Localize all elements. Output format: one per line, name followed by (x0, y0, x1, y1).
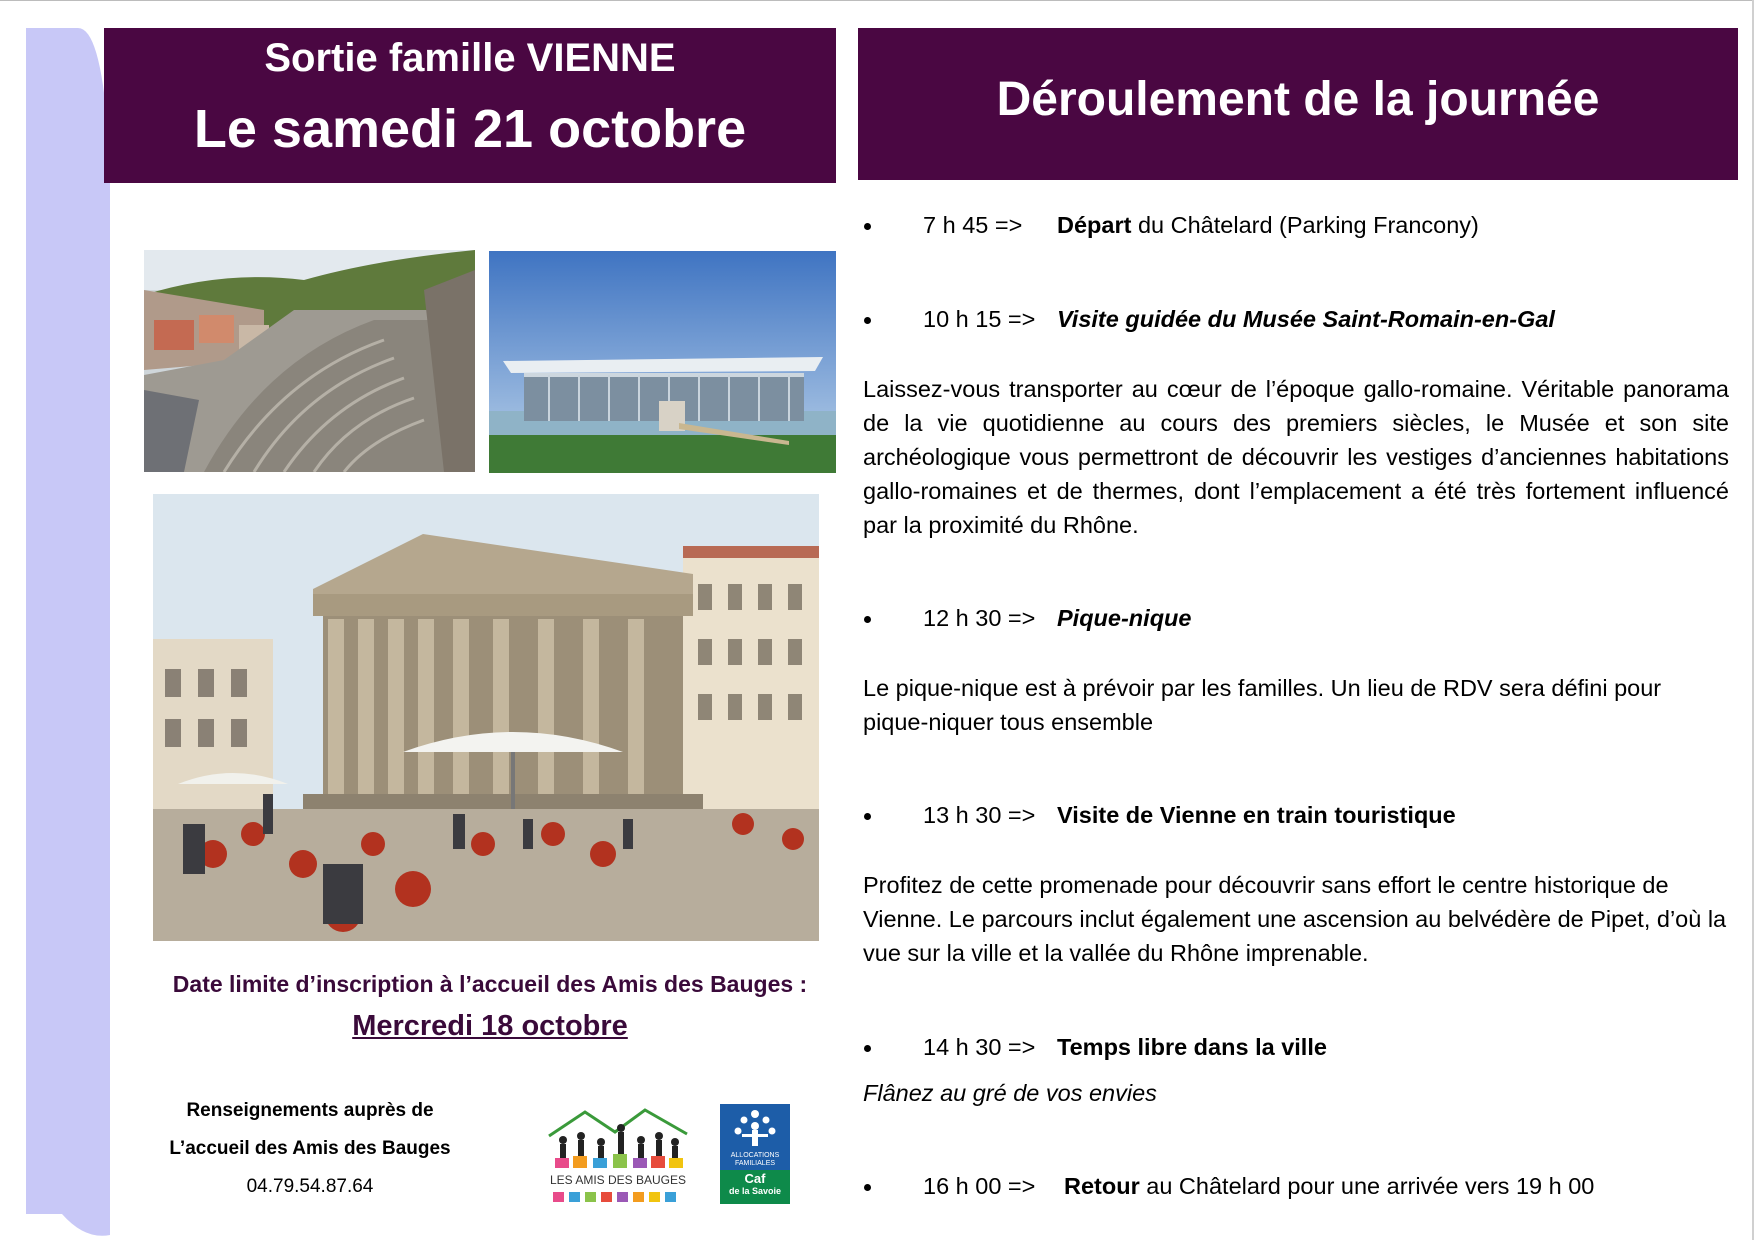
schedule-time: 13 h 30 => (923, 802, 1036, 828)
decorative-side-band (0, 0, 110, 1240)
caf-logo-name: Caf (744, 1171, 766, 1186)
train-visit-description: Profitez de cette promenade pour découvrir sans effort le centre historique de Vienne. Le parcours inclut également une ascension au belvédère de Pipet, d’où la vue sur la ville et la vallée du Rhône imprenable. (863, 872, 1727, 966)
info-organisation: L’accueil des Amis des Bauges (169, 1138, 451, 1159)
schedule-activity-detail: au Châtelard pour une arrivée vers 19 h 00 (1139, 1173, 1595, 1199)
page-top-border (0, 0, 1754, 1)
schedule-time: 16 h 00 => (923, 1173, 1036, 1199)
schedule-title-banner (858, 28, 1738, 180)
free-time-description: Flânez au gré de vos envies (863, 1080, 1157, 1106)
caf-logo-line2: FAMILIALES (734, 1160, 776, 1167)
amis-des-bauges-logo (545, 1106, 691, 1206)
schedule-activity: Visite guidée du Musée Saint-Romain-en-Gal (1057, 306, 1555, 332)
schedule-activity: Pique-nique (1057, 605, 1192, 631)
schedule-time: 12 h 30 => (923, 605, 1036, 631)
schedule-time: 10 h 15 => (923, 306, 1036, 332)
picnic-description: Le pique-nique est à prévoir par les familles. Un lieu de RDV sera défini pour pique-niquer tous ensemble (863, 675, 1662, 735)
amis-logo-text: LES AMIS DES BAUGES (549, 1173, 687, 1187)
schedule-activity: Temps libre dans la ville (1057, 1034, 1327, 1060)
registration-deadline-date: Mercredi 18 octobre (352, 1010, 628, 1042)
caf-logo-region: de la Savoie (728, 1186, 782, 1196)
schedule-title: Déroulement de la journée (996, 73, 1600, 126)
outing-date: Le samedi 21 octobre (193, 99, 747, 159)
museum-photo (489, 251, 836, 473)
info-heading: Renseignements auprès de (186, 1100, 434, 1121)
schedule-time: 7 h 45 => (923, 212, 1023, 238)
schedule-time: 14 h 30 => (923, 1034, 1036, 1060)
schedule-activity: Visite de Vienne en train touristique (1057, 802, 1456, 828)
registration-deadline-label: Date limite d’inscription à l’accueil des Amis des Bauges : (172, 971, 808, 997)
outing-title-banner (104, 28, 836, 183)
outing-title: Sortie famille VIENNE (264, 36, 676, 80)
caf-savoie-logo (720, 1104, 790, 1204)
info-phone: 04.79.54.87.64 (246, 1176, 374, 1197)
roman-theatre-photo (144, 250, 475, 472)
schedule-activity: Départ (1057, 212, 1132, 238)
caf-logo-line1: ALLOCATIONS (730, 1152, 780, 1159)
schedule-activity-detail: du Châtelard (Parking Francony) (1131, 212, 1479, 238)
temple-augustus-livia-photo (153, 494, 819, 941)
museum-visit-description: Laissez-vous transporter au cœur de l’époque gallo-romaine. Véritable panorama de la vie quotidienne au cours des premiers siècles, le Musée et son site archéologique vous permettront de découvrir les vestiges d’anciennes habitations gallo-romaines et de thermes, dont l’emplacement a été très fortement influencé par la proximité du Rhône. (863, 376, 1729, 538)
schedule-activity: Retour (1064, 1173, 1140, 1199)
